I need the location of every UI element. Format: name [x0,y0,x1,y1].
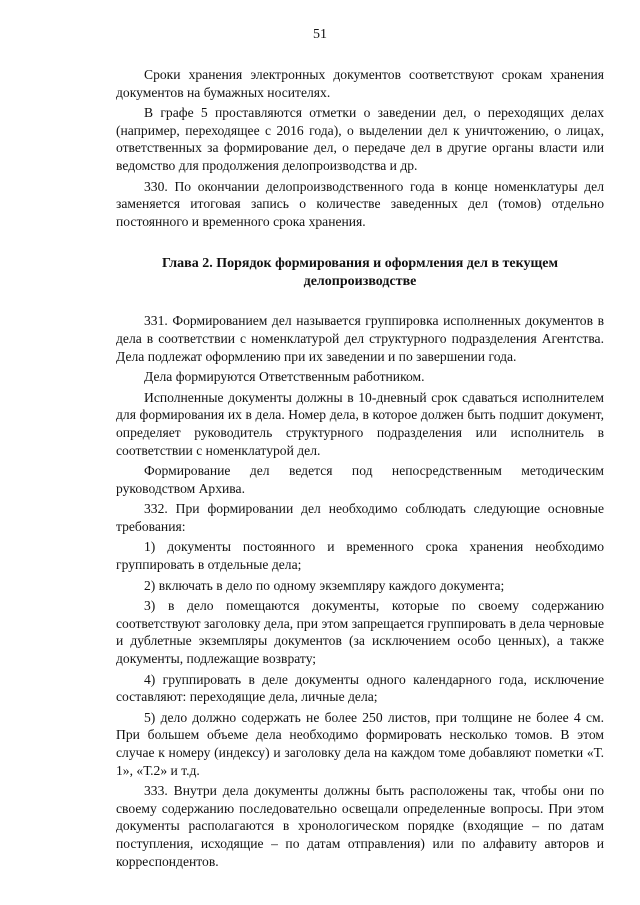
requirement-item-3: 3) в дело помещаются документы, которые по своему содержанию соответствуют заголовку дела, при этом запрещается группировать в дела черновые и дублетные экземпляры документов (за исключением особо ценных), а также документы, подлежащие возврату; [116,598,604,667]
requirement-item-2: 2) включать в дело по одному экземпляру каждого документа; [144,577,505,593]
paragraph-retention-electronic: Сроки хранения электронных документов соответствуют срокам хранения документов на бумажных носителях. [116,67,604,100]
paragraph-333: 333. Внутри дела документы должны быть расположены так, чтобы они по своему содержанию последовательно освещали определенные вопросы. При этом документы располагаются в хронологическом порядке (входящие – по датам поступления, исходящие – по датам отправления) или по алфавиту авторов и корреспондентов. [116,783,604,869]
page-body [116,66,604,873]
chapter-heading: Глава 2. Порядок формирования и оформления дел в текущем делопроизводстве [161,256,559,290]
paragraph-330: 330. По окончании делопроизводственного года в конце номенклатуры дел заменяется итоговая запись о количестве заведенных дел (томов) отдельно постоянного и временного срока хранения. [116,178,604,229]
requirement-item-5: 5) дело должно содержать не более 250 листов, при толщине не более 4 см. При большем объеме дела необходимо формировать несколько томов. В этом случае к номеру (индексу) и заголовку дела на каждом томе добавляют пометки «Т. 1», «Т.2» и т.д. [116,709,604,778]
paragraph-10-day-deadline: Исполненные документы должны в 10-дневный срок сдаваться исполнителем для формирования их в дела. Номер дела, в которое должен быть подшит документ, определяет руководитель структурного подразделения или исполнитель в соответствии с номенклатурой дел. [116,389,604,458]
paragraph-responsible-worker: Дела формируются Ответственным работником. [144,369,425,385]
requirement-item-1: 1) документы постоянного и временного срока хранения необходимо группировать в отдельные дела; [116,539,604,573]
paragraph-column-5-marks: В графе 5 проставляются отметки о заведении дел, о переходящих делах (например, переходящее с 2016 года), о выделении дел к уничтожению, о лицах, ответственных за формирование дел, о передаче дел в другие органы власти или ведомство для продолжения делопроизводства и др. [116,105,604,173]
requirement-item-4: 4) группировать в деле документы одного календарного года, исключение составляют: переходящие дела, личные дела; [116,671,604,705]
paragraph-332: 332. При формировании дел необходимо соблюдать следующие основные требования: [116,501,604,534]
paragraph-archive-guidance: Формирование дел ведется под непосредственным методическим руководством Архива. [116,463,604,496]
page-number: 51 [313,27,327,42]
paragraph-331: 331. Формированием дел называется группировка исполненных документов в дела в соответствии с номенклатурой дел структурного подразделения Агентства. Дела подлежат оформлению при их заведении и по завершении года. [116,313,604,364]
